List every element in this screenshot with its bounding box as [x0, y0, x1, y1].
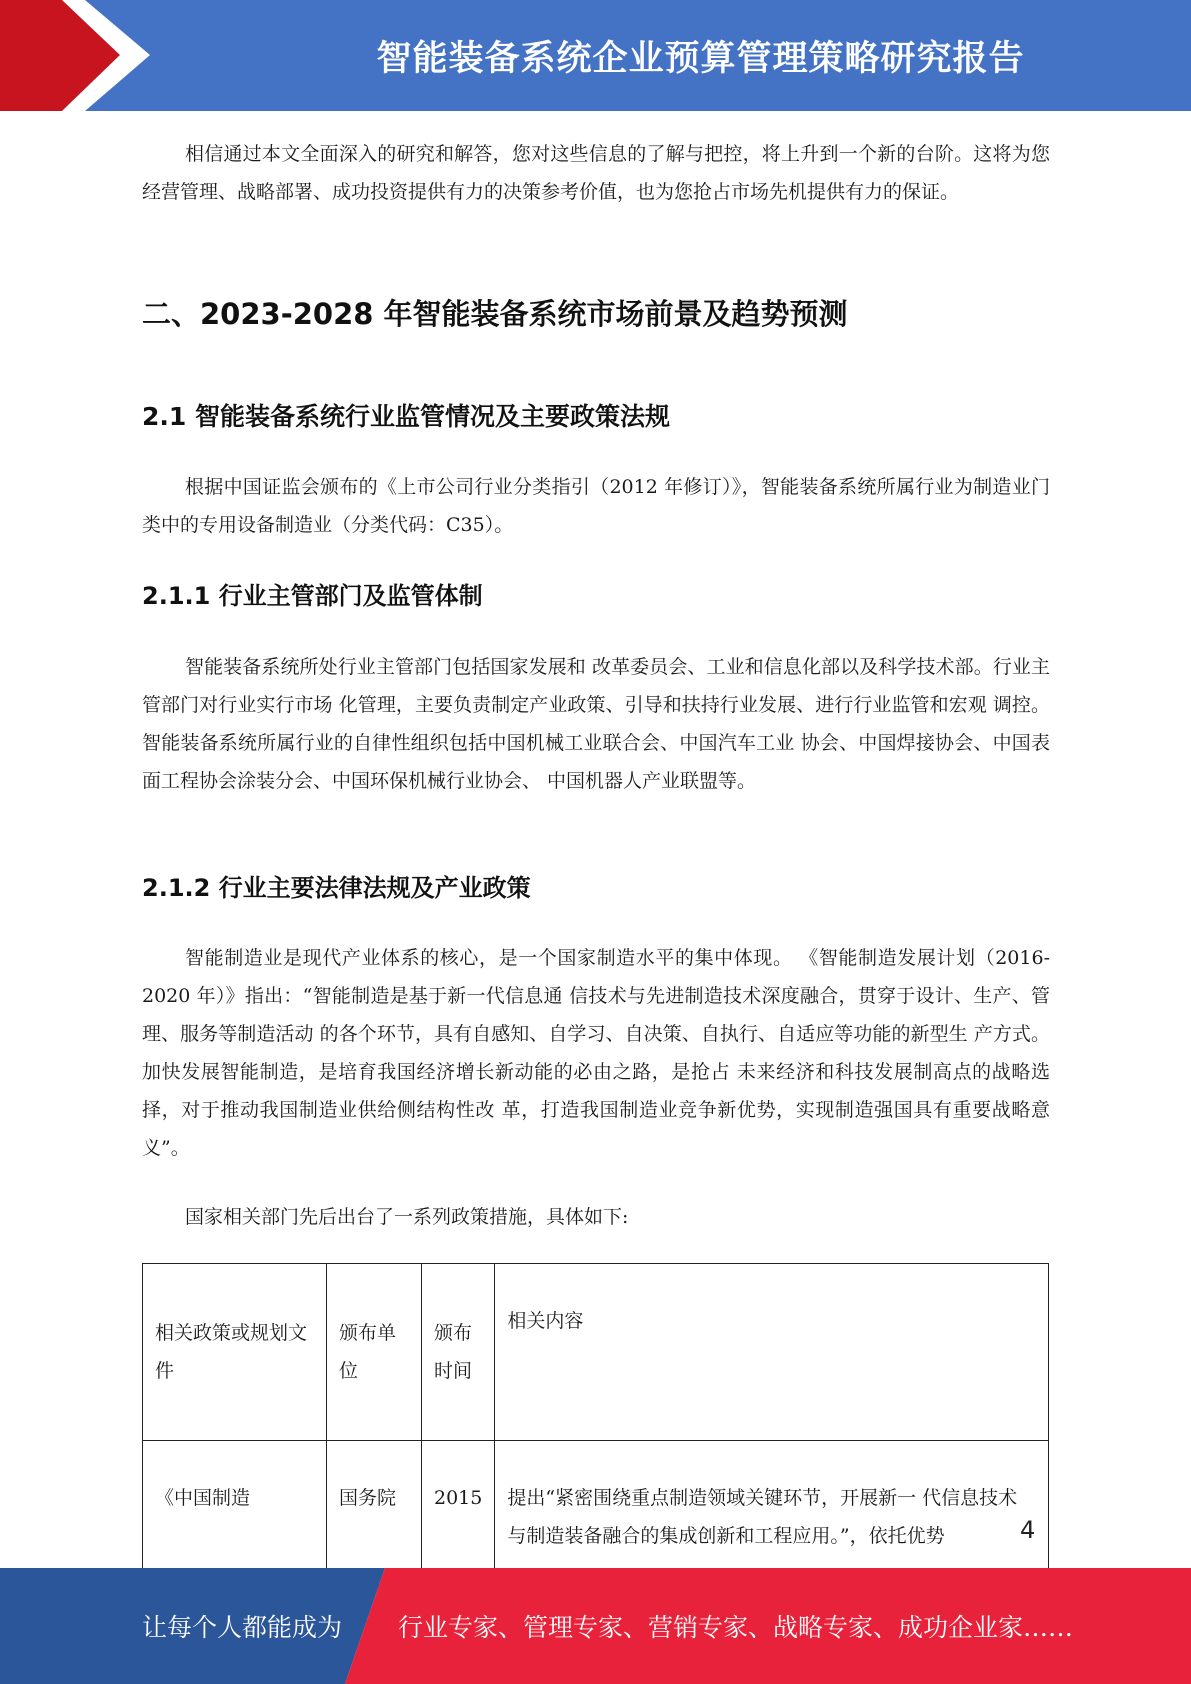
report-title: 智能装备系统企业预算管理策略研究报告 — [376, 38, 1025, 79]
paragraph-2-1-1: 智能装备系统所处行业主管部门包括国家发展和 改革委员会、工业和信息化部以及科学技术部。行业主管部门对行业实行市场 化管理，主要负责制定产业政策、引导和扶持行业发展、进行行业监管和宏观 调控。智能装备系统所属行业的自律性组织包括中国机械工业联合会、中国汽车工业 协会、中国焊接协会、中国表面工程协会涂装分会、中国环保机械行业协会、 中国机器人产业联盟等。 — [142, 656, 1050, 792]
footer-slogan-right: 行业专家、管理专家、营销专家、战略专家、成功企业家…… — [398, 1613, 1074, 1642]
paragraph-2-1: 根据中国证监会颁布的《上市公司行业分类指引（2012 年修订）》，智能装备系统所属行业为制造业门类中的专用设备制造业（分类代码：C35）。 — [142, 476, 1050, 536]
table-header-cell: 相关政策或规划文件 — [143, 1264, 327, 1441]
table-row — [143, 1441, 1049, 1587]
table-cell-year: 2015 — [422, 1441, 495, 1587]
page-footer — [0, 1568, 1191, 1684]
table-cell-content: 提出“紧密围绕重点制造领域关键环节，开展新一 代信息技术与制造装备融合的集成创新和工程应用。”，依托优势 — [495, 1441, 1049, 1587]
table-header-cell: 相关内容 — [495, 1264, 1049, 1441]
table-header-cell: 颁布单位 — [327, 1264, 422, 1441]
page-header — [0, 0, 1191, 111]
paragraph-2-1-2: 智能制造业是现代产业体系的核心，是一个国家制造水平的集中体现。 《智能制造发展计划（2016-2020 年）》指出：“智能制造是基于新一代信息通 信技术与先进制造技术深度融合，贯穿于设计、生产、管理、服务等制造活动 的各个环节，具有自感知、自学习、自决策、自执行、自适应等功能的新型生 产方式。加快发展智能制造，是培育我国经济增长新动能的必由之路，是抢占 未来经济和科技发展制高点的战略选择，对于推动我国制造业供给侧结构性改 革，打造我国制造业竞争新优势，实现制造强国具有重要战略意义”。 — [142, 947, 1050, 1159]
footer-slogan-left: 让每个人都能成为 — [142, 1613, 343, 1642]
page-number: 4 — [1020, 1516, 1036, 1544]
paragraph-policy-intro: 国家相关部门先后出台了一系列政策措施，具体如下: — [185, 1206, 629, 1228]
policy-table — [142, 1263, 1049, 1587]
subsection-heading-2-1: 2.1 智能装备系统行业监管情况及主要政策法规 — [142, 402, 670, 431]
subsection-heading-2-1-2: 2.1.2 行业主要法律法规及产业政策 — [142, 874, 531, 902]
subsection-heading-2-1-1: 2.1.1 行业主管部门及监管体制 — [142, 582, 483, 610]
table-cell-unit: 国务院 — [327, 1441, 422, 1587]
table-header-row — [143, 1264, 1049, 1441]
table-cell-doc: 《中国制造 — [143, 1441, 327, 1587]
section-heading: 二、2023-2028 年智能装备系统市场前景及趋势预测 — [142, 297, 848, 331]
intro-paragraph: 相信通过本文全面深入的研究和解答，您对这些信息的了解与把控，将上升到一个新的台阶。这将为您经营管理、战略部署、成功投资提供有力的决策参考价值，也为您抢占市场先机提供有力的保证。 — [142, 143, 1050, 203]
table-header-cell: 颁布时间 — [422, 1264, 495, 1441]
